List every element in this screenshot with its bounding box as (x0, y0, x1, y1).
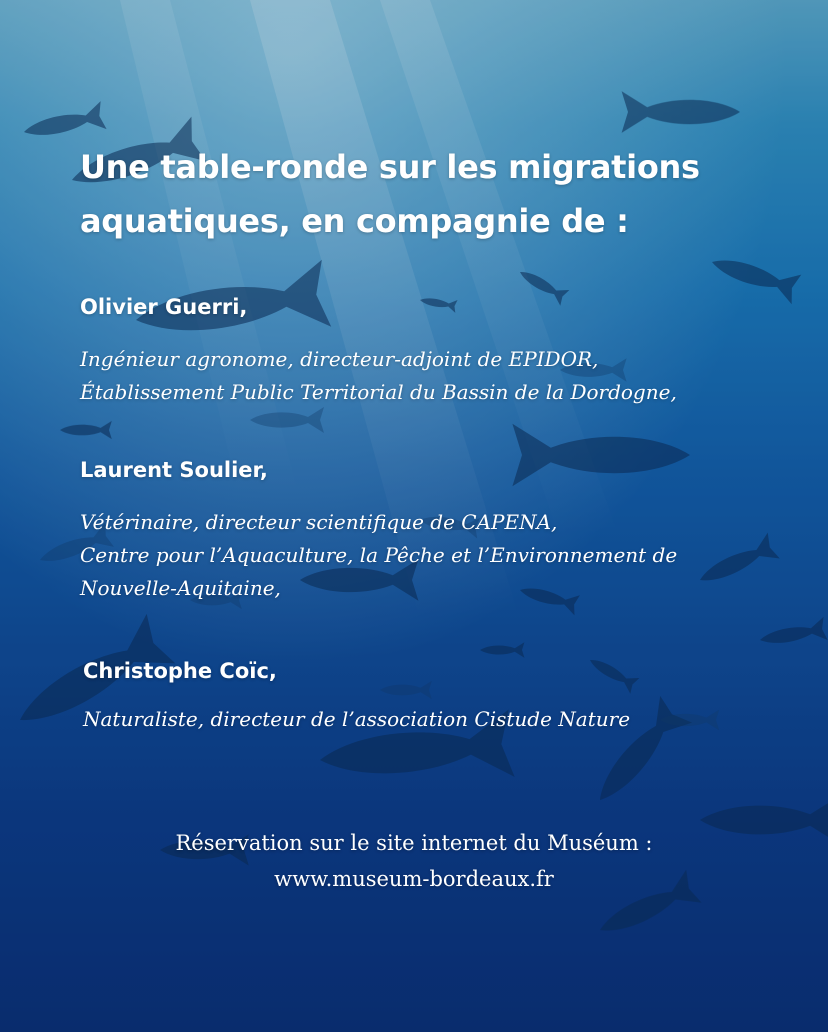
speaker-olivier-guerri (80, 293, 800, 409)
page-title (80, 140, 780, 248)
speaker-laurent-soulier (80, 456, 800, 605)
speaker-description-line: Centre pour l’Aquaculture, la Pêche et l’Environnement de (80, 543, 678, 567)
title-line-2: aquatiques, en compagnie de : (80, 202, 629, 240)
speaker-description-line: Naturaliste, directeur de l’association Cistude Nature (83, 707, 631, 731)
speaker-christophe-coic (83, 657, 803, 736)
speaker-name: Christophe Coïc, (83, 659, 277, 683)
speaker-description (83, 703, 803, 736)
reservation-text: Réservation sur le site internet du Muséum : (175, 831, 653, 855)
speaker-name: Laurent Soulier, (80, 458, 268, 482)
speaker-description (80, 343, 800, 409)
speaker-name: Olivier Guerri, (80, 295, 248, 319)
speaker-description (80, 506, 800, 605)
speaker-description-line: Établissement Public Territorial du Bassin de la Dordogne, (80, 380, 677, 404)
speaker-description-line: Vétérinaire, directeur scientifique de CAPENA, (80, 510, 558, 534)
museum-website-link[interactable]: www.museum-bordeaux.fr (274, 867, 554, 891)
speaker-description-line: Nouvelle-Aquitaine, (80, 576, 281, 600)
speaker-description-line: Ingénieur agronome, directeur-adjoint de EPIDOR, (80, 347, 599, 371)
title-line-1: Une table-ronde sur les migrations (80, 148, 700, 186)
reservation-info (0, 825, 828, 897)
